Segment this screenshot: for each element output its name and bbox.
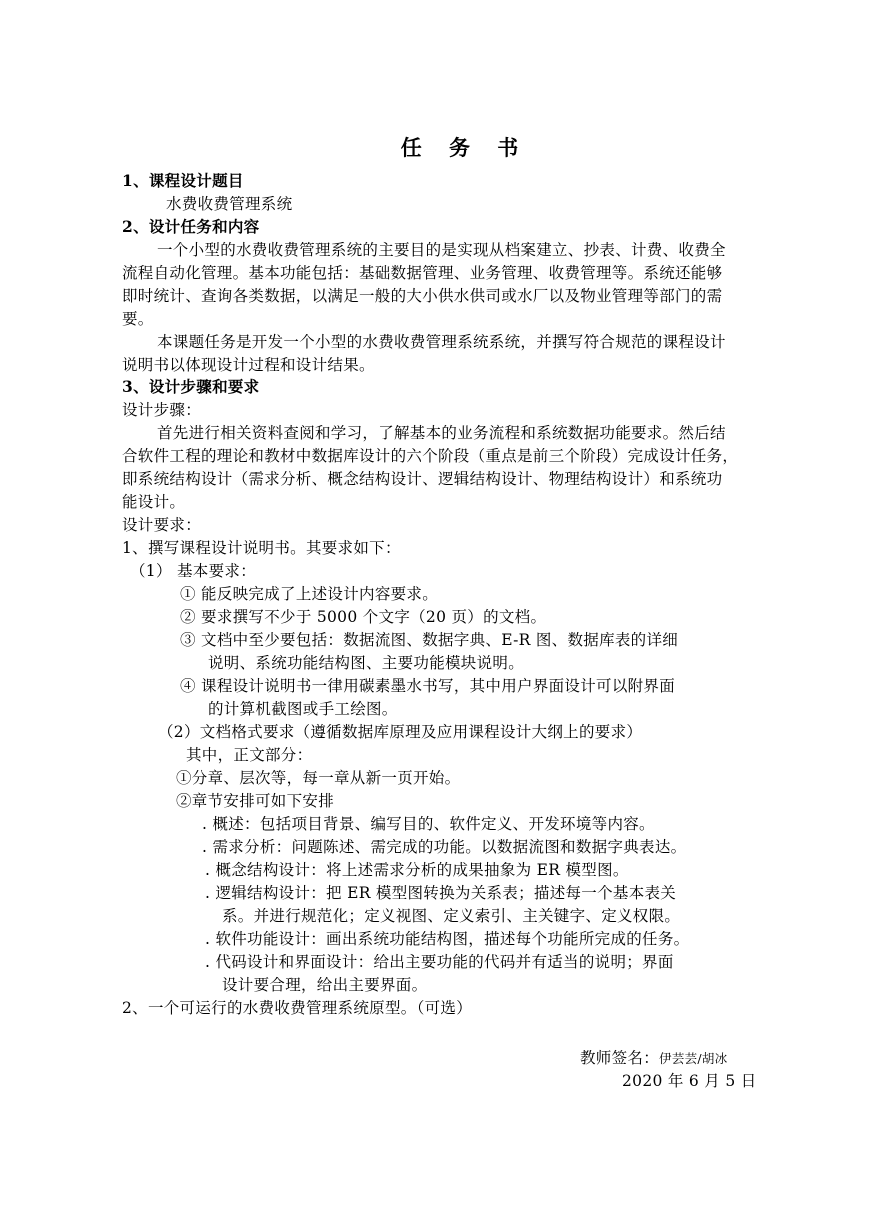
basic-requirements-label: （1） 基本要求： xyxy=(130,562,256,580)
chapter-item-cont: 设计要合理，给出主要界面。 xyxy=(222,976,428,994)
basic-requirement-item: ② 要求撰写不少于 5000 个文字（20 页）的文档。 xyxy=(180,608,547,626)
format-requirements-label: （2）文档格式要求（遵循数据库原理及应用课程设计大纲上的要求） xyxy=(158,723,643,741)
chapter-item: . 概念结构设计：将上述需求分析的成果抽象为 ER 模型图。 xyxy=(205,861,629,879)
design-steps-line: 即系统结构设计（需求分析、概念结构设计、逻辑结构设计、物理结构设计）和系统功 xyxy=(122,470,723,488)
chapter-item: . 代码设计和界面设计：给出主要功能的代码并有适当的说明；界面 xyxy=(205,953,674,971)
basic-requirement-item: ① 能反映完成了上述设计内容要求。 xyxy=(180,585,439,603)
requirement-2: 2、一个可运行的水费收费管理系统原型。（可选） xyxy=(122,999,473,1017)
chapter-item: . 软件功能设计：画出系统功能结构图，描述每个功能所完成的任务。 xyxy=(205,930,690,948)
section-2-paragraph-line: 说明书以体现设计过程和设计结果。 xyxy=(122,356,375,374)
section-1-topic: 水费收费管理系统 xyxy=(166,195,293,213)
design-steps-line: 合软件工程的理论和教材中数据库设计的六个阶段（重点是前三个阶段）完成设计任务， xyxy=(122,447,739,465)
section-2-heading: 2、设计任务和内容 xyxy=(122,217,260,236)
format-item: ②章节安排可如下安排 xyxy=(176,792,335,810)
requirement-1: 1、撰写课程设计说明书。其要求如下： xyxy=(122,539,401,557)
basic-requirement-item: ④ 课程设计说明书一律用碳素墨水书写，其中用户界面设计可以附界面 xyxy=(180,677,676,695)
section-3-heading: 3、设计步骤和要求 xyxy=(122,377,260,396)
chapter-item: . 需求分析：问题陈述、需完成的功能。以数据流图和数据字典表达。 xyxy=(202,838,687,856)
document-title: 任 务 书 xyxy=(400,135,529,160)
section-2-paragraph-line: 要。 xyxy=(122,310,154,328)
design-steps-label: 设计步骤： xyxy=(122,401,202,419)
design-steps-line: 能设计。 xyxy=(122,493,186,511)
basic-requirement-item: ③ 文档中至少要包括：数据流图、数据字典、E-R 图、数据库表的详细 xyxy=(180,631,679,649)
chapter-item: . 逻辑结构设计：把 ER 模型图转换为关系表；描述每一个基本表关 xyxy=(205,884,677,902)
section-2-paragraph-line: 流程自动化管理。基本功能包括：基础数据管理、业务管理、收费管理等。系统还能够 xyxy=(122,264,723,282)
section-2-paragraph-line: 一个小型的水费收费管理系统的主要目的是实现从档案建立、抄表、计费、收费全 xyxy=(157,241,726,259)
section-2-paragraph-line: 本课题任务是开发一个小型的水费收费管理系统系统，并撰写符合规范的课程设计 xyxy=(157,333,726,351)
design-requirements-label: 设计要求： xyxy=(122,516,202,534)
signature-date: 2020 年 6 月 5 日 xyxy=(622,1072,757,1090)
design-steps-line: 首先进行相关资料查阅和学习，了解基本的业务流程和系统数据功能要求。然后结 xyxy=(157,424,726,442)
signature-name: 伊芸芸/胡冰 xyxy=(659,1051,728,1066)
section-1-heading: 1、课程设计题目 xyxy=(122,171,244,190)
teacher-signature xyxy=(580,1047,728,1070)
basic-requirement-item-cont: 的计算机截图或手工绘图。 xyxy=(208,700,398,718)
chapter-item-cont: 系。并进行规范化；定义视图、定义索引、主关键字、定义权限。 xyxy=(222,907,681,925)
signature-label: 教师签名： xyxy=(580,1049,660,1067)
body-section-label: 其中，正文部分： xyxy=(186,746,313,764)
chapter-item: . 概述：包括项目背景、编写目的、软件定义、开发环境等内容。 xyxy=(202,815,655,833)
basic-requirement-item-cont: 说明、系统功能结构图、主要功能模块说明。 xyxy=(208,654,525,672)
format-item: ①分章、层次等，每一章从新一页开始。 xyxy=(176,769,461,787)
section-2-paragraph-line: 即时统计、查询各类数据，以满足一般的大小供水供司或水厂以及物业管理等部门的需 xyxy=(122,287,723,305)
